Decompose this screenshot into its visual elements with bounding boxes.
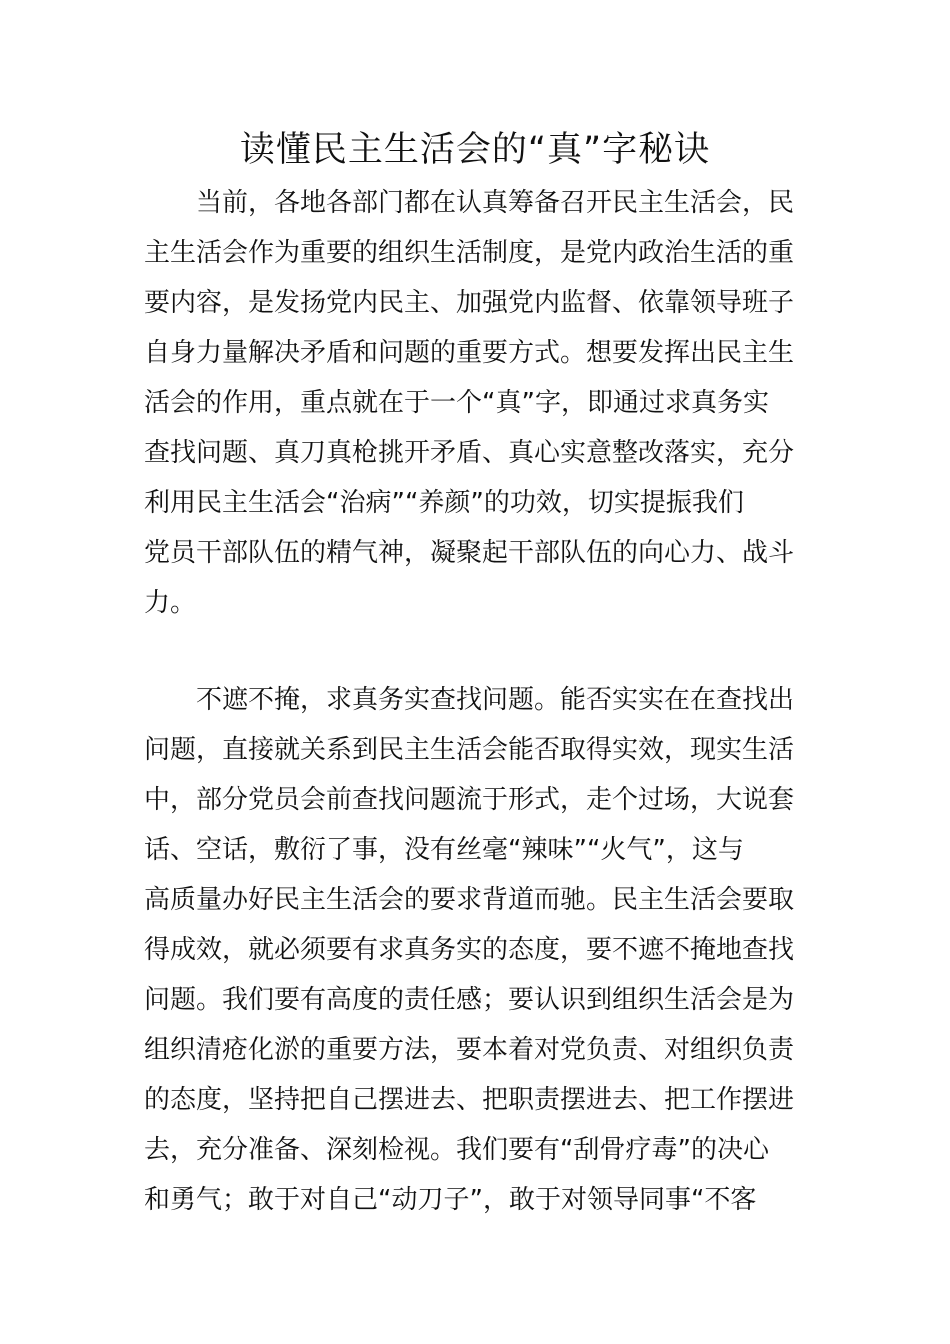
paragraph-intro: [144, 178, 816, 628]
paragraph-line: 当前，各地各部门都在认真筹备召开民主生活会，民: [196, 188, 795, 218]
paragraph-line: 问题。我们要有高度的责任感；要认识到组织生活会是为: [144, 985, 795, 1015]
paragraph-line: 得成效，就必须要有求真务实的态度，要不遮不掩地查找: [144, 935, 795, 965]
paragraph-line: 中，部分党员会前查找问题流于形式，走个过场，大说套: [144, 785, 795, 815]
paragraph-line: 不遮不掩，求真务实查找问题。能否实实在在查找出: [196, 685, 795, 715]
paragraph-line: 利用民主生活会“治病”“养颜”的功效，切实提振我们: [144, 488, 744, 518]
paragraph-line: 的态度，坚持把自己摆进去、把职责摆进去、把工作摆进: [144, 1085, 795, 1115]
paragraph-line: 高质量办好民主生活会的要求背道而驰。民主生活会要取: [144, 885, 795, 915]
paragraph-line: 要内容，是发扬党内民主、加强党内监督、依靠领导班子: [144, 288, 795, 318]
paragraph-line: 去，充分准备、深刻检视。我们要有“刮骨疗毒”的决心: [144, 1135, 769, 1165]
paragraph-line: 自身力量解决矛盾和问题的重要方式。想要发挥出民主生: [144, 338, 795, 368]
paragraph-line: 查找问题、真刀真枪挑开矛盾、真心实意整改落实，充分: [144, 438, 795, 468]
document-title: 读懂民主生活会的“真”字秘诀: [239, 130, 711, 170]
paragraph-line: 话、空话，敷衍了事，没有丝毫“辣味”“火气”，这与: [144, 835, 744, 865]
paragraph-line: 活会的作用，重点就在于一个“真”字，即通过求真务实: [144, 388, 769, 418]
paragraph-line: 主生活会作为重要的组织生活制度，是党内政治生活的重: [144, 238, 795, 268]
paragraph-line: 问题，直接就关系到民主生活会能否取得实效，现实生活: [144, 735, 795, 765]
paragraph-line: 党员干部队伍的精气神，凝聚起干部队伍的向心力、战斗: [144, 538, 795, 568]
paragraph-section-1: [144, 675, 816, 1225]
paragraph-line: 和勇气；敢于对自己“动刀子”，敢于对领导同事“不客: [144, 1185, 757, 1215]
paragraph-line: 力。: [144, 588, 197, 618]
paragraph-line: 组织清疮化淤的重要方法，要本着对党负责、对组织负责: [144, 1035, 795, 1065]
